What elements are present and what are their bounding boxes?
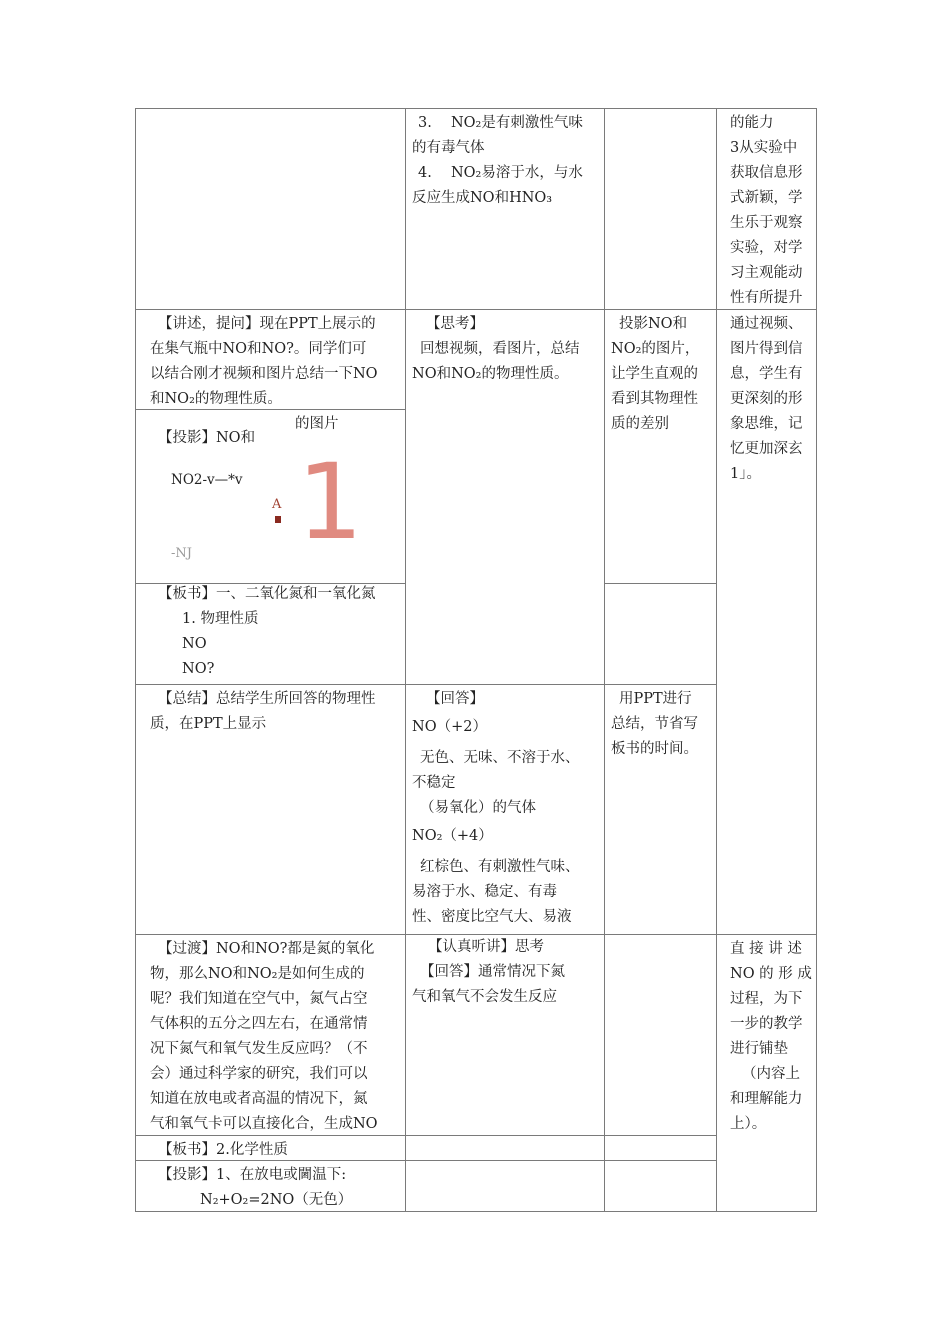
row4-student-activity bbox=[412, 935, 602, 1010]
text-line: 用PPT进行 bbox=[619, 691, 692, 707]
text-line: 的能力 bbox=[730, 115, 774, 131]
text-line: 3从实验中 bbox=[730, 140, 798, 156]
text-line: 板书的时间。 bbox=[611, 741, 698, 757]
text-line: NO 的 形 成 bbox=[730, 966, 812, 982]
row1-student-activity bbox=[412, 111, 602, 211]
projection-dot bbox=[275, 516, 281, 523]
text-line: 直 接 讲 述 bbox=[730, 941, 802, 957]
text-line: 【过渡】NO和NO?都是氮的氧化 bbox=[158, 941, 375, 957]
text-line: 3. NO₂是有刺激性气味 bbox=[418, 115, 583, 131]
text-line: （内容上 bbox=[742, 1066, 800, 1082]
row2-design-intent bbox=[730, 312, 814, 487]
text-line: 投影NO和 bbox=[619, 316, 688, 332]
text-line: 回想视频，看图片，总结 bbox=[420, 341, 580, 357]
text-line: 无色、无味、不溶于水、 bbox=[420, 750, 580, 766]
text-line: 让学生直观的 bbox=[611, 366, 698, 382]
projection-nj-text: -NJ bbox=[171, 546, 192, 561]
projection-label: 【投影】NO和 bbox=[158, 430, 256, 446]
projection-2 bbox=[158, 1163, 404, 1213]
text-line: 生乐于观察 bbox=[730, 215, 803, 231]
table-border-right bbox=[816, 108, 817, 1212]
text-line: 息，学生有 bbox=[730, 366, 803, 382]
text-line: 的有毒气体 bbox=[412, 140, 485, 156]
text-line: 反应生成NO和HNO₃ bbox=[412, 190, 553, 206]
table-border-left bbox=[135, 108, 136, 1212]
row3-media bbox=[611, 687, 715, 762]
text-line: 和理解能力 bbox=[730, 1091, 803, 1107]
text-line: 【投影】1、在放电或閫温下: bbox=[158, 1167, 347, 1183]
text-line: 图片得到信 bbox=[730, 341, 803, 357]
projection-image-digit: 1 bbox=[297, 441, 364, 563]
text-line: 不稳定 bbox=[412, 775, 456, 791]
row-divider bbox=[135, 309, 817, 310]
text-line: 1」。 bbox=[730, 466, 761, 482]
column-divider-3 bbox=[716, 108, 717, 1212]
board-writing-2 bbox=[158, 1138, 404, 1163]
text-line: 【总结】总结学生所回答的物理性 bbox=[158, 691, 376, 707]
row4-design-intent bbox=[730, 937, 814, 1137]
text-line: 【回答】通常情况下氮 bbox=[420, 964, 565, 980]
text-line: 1. 物理性质 bbox=[182, 611, 259, 627]
text-line: 过程，为下 bbox=[730, 991, 803, 1007]
text-line: NO₂的图片， bbox=[611, 341, 700, 357]
text-line: NO? bbox=[182, 661, 215, 677]
text-line: 质，在PPT上显示 bbox=[150, 716, 267, 732]
text-line: 气体积的五分之四左右，在通常情 bbox=[150, 1016, 368, 1032]
text-line: 进行铺垫 bbox=[730, 1041, 788, 1057]
text-line: 获取信息形 bbox=[730, 165, 803, 181]
text-line: 性有所提升 bbox=[730, 290, 803, 306]
text-line: 况下氮气和氧气发生反应吗？（不 bbox=[150, 1041, 368, 1057]
row4-teacher-activity bbox=[150, 937, 402, 1137]
projection-letter-a: A bbox=[272, 497, 282, 512]
text-line: NO bbox=[182, 636, 207, 652]
text-line: 气和氧气不会发生反应 bbox=[412, 989, 557, 1005]
text-line: NO（+2） bbox=[412, 719, 487, 735]
text-line: 【认真听讲】思考 bbox=[428, 939, 544, 955]
text-line: （易氧化）的气体 bbox=[420, 800, 536, 816]
text-line: 式新颖，学 bbox=[730, 190, 803, 206]
table-border-top bbox=[135, 108, 817, 109]
row2-media bbox=[611, 312, 715, 437]
text-line: 红棕色、有刺激性气味、 bbox=[420, 859, 580, 875]
row2-teacher-activity bbox=[150, 312, 402, 412]
text-line: 通过视频、 bbox=[730, 316, 803, 332]
text-line: NO和NO₂的物理性质。 bbox=[412, 366, 569, 382]
text-line: 象思维，记 bbox=[730, 416, 803, 432]
text-line: 忆更加深玄 bbox=[730, 441, 803, 457]
text-line: 【板书】一、二氧化氮和一氧化氮 bbox=[158, 586, 376, 602]
text-line: 在集气瓶中NO和NO?。同学们可 bbox=[150, 341, 367, 357]
row-divider bbox=[604, 583, 717, 584]
row1-design-intent bbox=[730, 111, 814, 311]
text-line: 会）通过科学家的研究，我们可以 bbox=[150, 1066, 368, 1082]
text-line: 知道在放电或者高温的情况下，氮 bbox=[150, 1091, 368, 1107]
text-line: 物，那么NO和NO₂是如何生成的 bbox=[150, 966, 365, 982]
text-line: 看到其物理性 bbox=[611, 391, 698, 407]
text-line: 实验，对学 bbox=[730, 240, 803, 256]
text-line: 气和氧气卡可以直接化合，生成NO bbox=[150, 1116, 378, 1132]
text-line: 总结，节省写 bbox=[611, 716, 698, 732]
text-line: 【讲述，提问】现在PPT上展示的 bbox=[158, 316, 376, 332]
text-line: 更深刻的形 bbox=[730, 391, 803, 407]
board-writing-1 bbox=[150, 582, 404, 682]
text-line: 易溶于水、稳定、有毒 bbox=[412, 884, 557, 900]
text-line: 性、密度比空气大、易液 bbox=[412, 909, 572, 925]
equation: N₂+O₂=2NO（无色） bbox=[200, 1192, 353, 1208]
text-line: 质的差别 bbox=[611, 416, 669, 432]
text-line: 一步的教学 bbox=[730, 1016, 803, 1032]
row3-student-activity bbox=[412, 687, 602, 930]
text-line: 和NO₂的物理性质。 bbox=[150, 391, 282, 407]
text-line: 习主观能动 bbox=[730, 265, 803, 281]
column-divider-1 bbox=[405, 108, 406, 1212]
text-line: 以结合刚才视频和图片总结一下NO bbox=[150, 366, 378, 382]
text-line: NO₂（+4） bbox=[412, 828, 493, 844]
column-divider-2 bbox=[604, 108, 605, 1212]
text-line: 上）。 bbox=[730, 1116, 767, 1132]
text-line: 【思考】 bbox=[426, 316, 484, 332]
no2-label: NO2-v—*v bbox=[171, 472, 243, 488]
row-divider bbox=[135, 684, 717, 685]
projection-caption: 的图片 bbox=[295, 416, 339, 432]
text-line: 呢？我们知道在空气中，氮气占空 bbox=[150, 991, 368, 1007]
projection-no2-text bbox=[171, 468, 243, 493]
row3-teacher-activity bbox=[150, 687, 402, 737]
text-line: 【板书】2.化学性质 bbox=[158, 1142, 288, 1158]
text-line: 【回答】 bbox=[426, 691, 484, 707]
projection-cell bbox=[136, 410, 404, 582]
row2-student-activity bbox=[412, 312, 602, 387]
text-line: 4. NO₂易溶于水，与水 bbox=[418, 165, 583, 181]
